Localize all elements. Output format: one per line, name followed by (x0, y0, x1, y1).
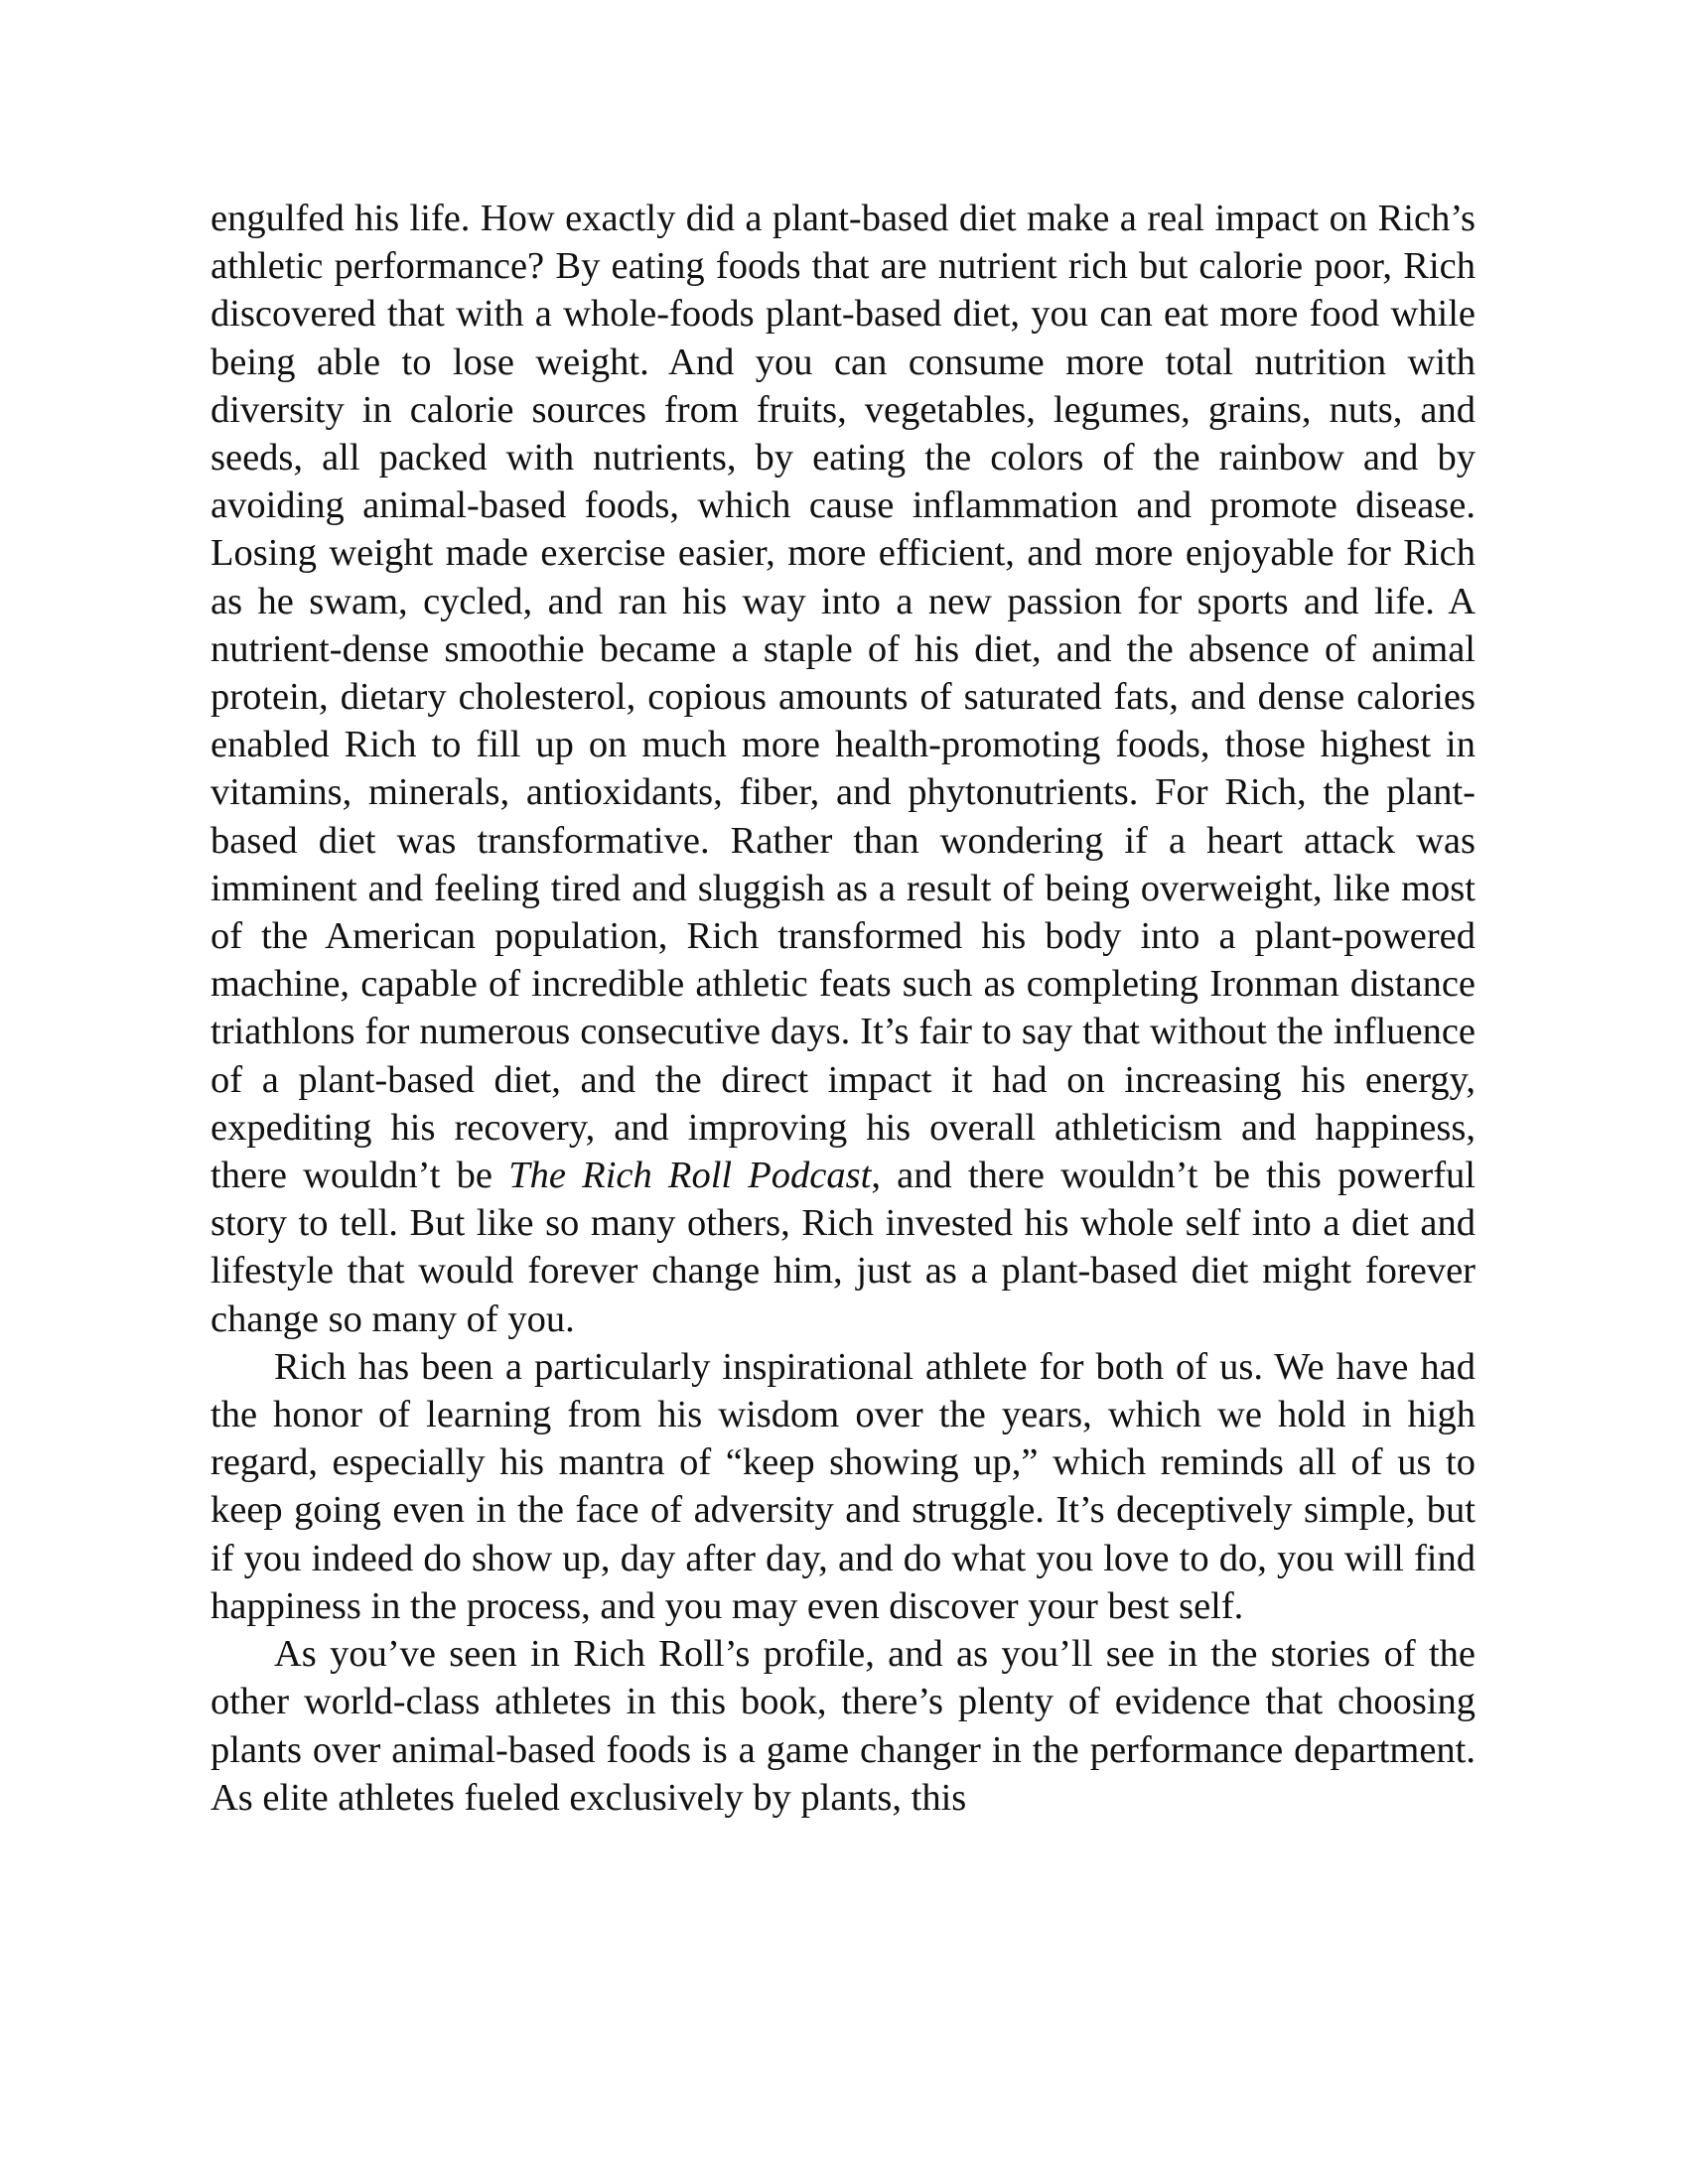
paragraph-1 (211, 195, 1476, 1343)
podcast-title: The Rich Roll Podcast (508, 1155, 872, 1197)
paragraph-1-text-b: , and there wouldn’t be this powerful story to tell. But like so many others, Rich invested his whole self into a diet and lifestyle that would forever change him, just as a plant-based diet might forever change so many of you. (211, 1155, 1476, 1340)
page-body (211, 195, 1476, 1822)
paragraph-3: As you’ve seen in Rich Roll’s profile, and as you’ll see in the stories of the other world-class athletes in this book, there’s plenty of evidence that choosing plants over animal-based foods is a game changer in the performance department. As elite athletes fueled exclusively by plants, this (211, 1633, 1476, 1819)
paragraph-1-text-a: engulfed his life. How exactly did a plant-based diet make a real impact on Rich’s athletic performance? By eating foods that are nutrient rich but calorie poor, Rich discovered that with a whole-foods plant-based diet, you can eat more food while being able to lose weight. And you can consume more total nutrition with diversity in calorie sources from fruits, vegetables, legumes, grains, nuts, and seeds, all packed with nutrients, by eating the colors of the rainbow and by avoiding animal-based foods, which cause inflammation and promote disease. Losing weight made exercise easier, more efficient, and more enjoyable for Rich as he swam, cycled, and ran his way into a new passion for sports and life. A nutrient-dense smoothie became a staple of his diet, and the absence of animal protein, dietary cholesterol, copious amounts of saturated fats, and dense calories enabled Rich to fill up on much more health-promoting foods, those highest in vitamins, minerals, antioxidants, fiber, and phytonutrients. For Rich, the plant-based diet was transformative. Rather than wondering if a heart attack was imminent and feeling tired and sluggish as a result of being overweight, like most of the American population, Rich transformed his body into a plant-powered machine, capable of incredible athletic feats such as completing Ironman distance triathlons for numerous consecutive days. It’s fair to say that without the influence of a plant-based diet, and the direct impact it had on increasing his energy, expediting his recovery, and improving his overall athleticism and happiness, there wouldn’t be (211, 198, 1476, 1197)
paragraph-2: Rich has been a particularly inspirational athlete for both of us. We have had the honor of learning from his wisdom over the years, which we hold in high regard, especially his mantra of “keep showing up,” which reminds all of us to keep going even in the face of adversity and struggle. It’s deceptively simple, but if you indeed do show up, day after day, and do what you love to do, you will find happiness in the process, and you may even discover your best self. (211, 1345, 1476, 1627)
